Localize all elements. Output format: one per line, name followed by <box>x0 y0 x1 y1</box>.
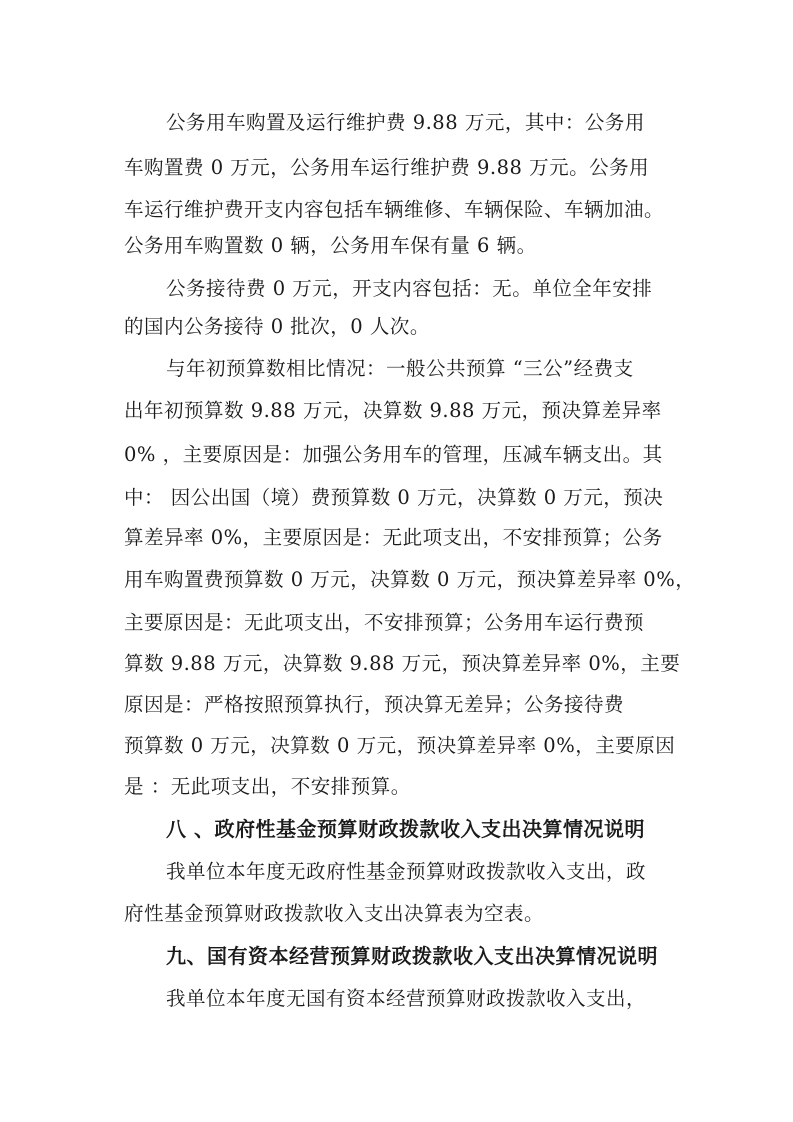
paragraph-line: 用车购置费预算数 0 万元，决算数 0 万元，预决算差异率 0%， <box>124 568 696 591</box>
paragraph-line: 预算数 0 万元，决算数 0 万元，预决算差异率 0%，主要原因 <box>124 734 676 757</box>
paragraph-line: 公务用车购置及运行维护费 9.88 万元，其中：公务用 <box>166 111 645 134</box>
paragraph-line: 与年初预算数相比情况：一般公共预算 “三公”经费支 <box>166 357 634 380</box>
paragraph-line: 的国内公务接待 0 批次，0 人次。 <box>124 315 430 338</box>
paragraph-line: 是 ：无此项支出，不安排预算。 <box>124 775 411 798</box>
section-heading-8: 八 、政府性基金预算财政拨款收入支出决算情况说明 <box>166 817 645 841</box>
paragraph-line: 出年初预算数 9.88 万元，决算数 9.88 万元，预决算差异率 <box>124 399 662 422</box>
paragraph-line: 主要原因是：无此项支出，不安排预算；公务用车运行费预 <box>124 611 645 634</box>
paragraph-line: 公务接待费 0 万元，开支内容包括：无。单位全年安排 <box>166 277 653 300</box>
paragraph-line: 车购置费 0 万元，公务用车运行维护费 9.88 万元。公务用 <box>124 156 650 179</box>
paragraph-line: 算差异率 0%，主要原因是：无此项支出，不安排预算；公务 <box>124 526 663 549</box>
paragraph-line: 公务用车购置数 0 辆，公务用车保有量 6 辆。 <box>124 234 537 257</box>
section-heading-9: 九、国有资本经营预算财政拨款收入支出决算情况说明 <box>166 944 658 968</box>
paragraph-line: 我单位本年度无政府性基金预算财政拨款收入支出，政 <box>166 860 647 883</box>
paragraph-line: 原因是：严格按照预算执行，预决算无差异；公务接待费 <box>124 693 625 716</box>
paragraph-line: 车运行维护费开支内容包括车辆维修、车辆保险、车辆加油。 <box>124 198 665 221</box>
paragraph-line: 我单位本年度无国有资本经营预算财政拨款收入支出， <box>166 987 647 1010</box>
paragraph-line: 算数 9.88 万元，决算数 9.88 万元，预决算差异率 0%，主要 <box>124 652 681 675</box>
paragraph-line: 中： 因公出国（境）费预算数 0 万元，决算数 0 万元，预决 <box>124 486 664 509</box>
paragraph-line: 0% ，主要原因是：加强公务用车的管理，压减车辆支出。其 <box>124 443 663 466</box>
paragraph-line: 府性基金预算财政拨款收入支出决算表为空表。 <box>124 902 545 925</box>
